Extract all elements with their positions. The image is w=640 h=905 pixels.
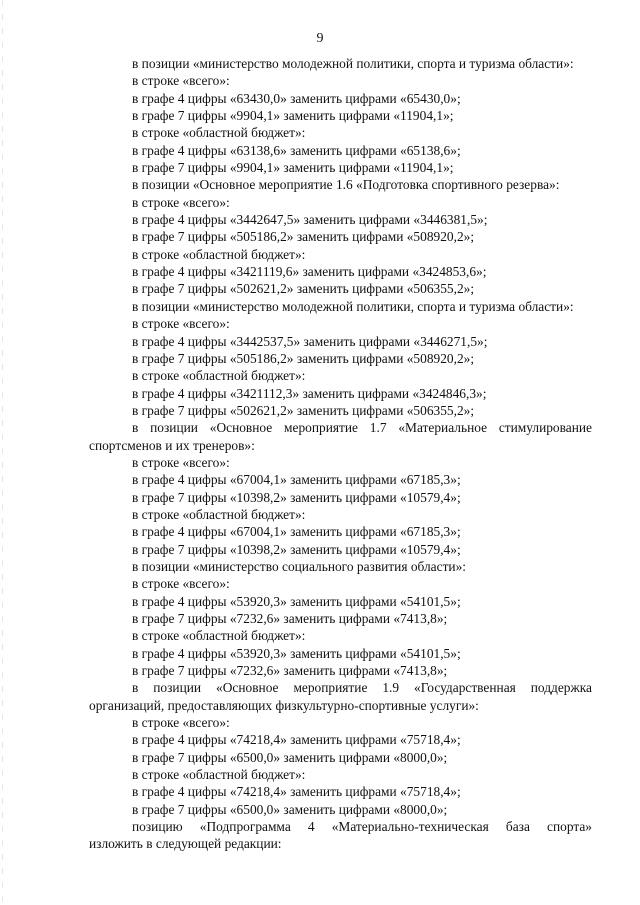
text-line: в графе 7 цифры «502621,2» заменить цифрами «506355,2»; bbox=[132, 402, 475, 418]
text-line: в графе 4 цифры «67004,1» заменить цифрами «67185,3»; bbox=[132, 524, 461, 540]
text-line: в позиции «Основное мероприятие 1.9 «Государственная поддержка bbox=[132, 680, 592, 696]
text-line: в графе 7 цифры «6500,0» заменить цифрами «8000,0»; bbox=[132, 801, 448, 817]
text-line: в графе 4 цифры «3442537,5» заменить цифрами «3446271,5»; bbox=[132, 333, 488, 349]
text-line: в графе 4 цифры «3442647,5» заменить цифрами «3446381,5»; bbox=[132, 212, 488, 228]
text-line: спортсменов и их тренеров»: bbox=[89, 437, 255, 453]
text-line: в строке «областной бюджет»: bbox=[132, 767, 306, 783]
text-line: в графе 7 цифры «9904,1» заменить цифрами «11904,1»; bbox=[132, 108, 454, 124]
text-line: в графе 4 цифры «67004,1» заменить цифрами «67185,3»; bbox=[132, 472, 461, 488]
text-line: в позиции «министерство молодежной политики, спорта и туризма области»: bbox=[132, 56, 574, 71]
text-line: в графе 4 цифры «74218,4» заменить цифрами «75718,4»; bbox=[132, 784, 461, 800]
text-line: в графе 4 цифры «74218,4» заменить цифрами «75718,4»; bbox=[132, 732, 461, 748]
text-line: в позиции «Основное мероприятие 1.6 «Подготовка спортивного резерва»: bbox=[132, 177, 560, 193]
text-line: в позиции «министерство молодежной политики, спорта и туризма области»: bbox=[132, 298, 574, 314]
text-line: в строке «всего»: bbox=[132, 715, 230, 731]
text-line: в строке «всего»: bbox=[132, 73, 230, 89]
text-line: в строке «всего»: bbox=[132, 576, 230, 592]
text-line: в позиции «министерство социального развития области»: bbox=[132, 558, 467, 574]
text-line: в графе 7 цифры «505186,2» заменить цифрами «508920,2»; bbox=[132, 229, 475, 245]
scan-edge-artifact bbox=[2, 0, 3, 905]
text-line: в строке «всего»: bbox=[132, 316, 230, 332]
text-line: в строке «областной бюджет»: bbox=[132, 246, 306, 262]
text-line: в графе 4 цифры «63430,0» заменить цифрами «65430,0»; bbox=[132, 90, 461, 106]
text-line: в строке «областной бюджет»: bbox=[132, 125, 306, 141]
text-line: изложить в следующей редакции: bbox=[89, 836, 282, 852]
text-line: в графе 7 цифры «10398,2» заменить цифрами «10579,4»; bbox=[132, 541, 461, 557]
text-line: позицию «Подпрограмма 4 «Материально-техническая база спорта» bbox=[132, 819, 592, 835]
text-line: в графе 4 цифры «53920,3» заменить цифрами «54101,5»; bbox=[132, 593, 461, 609]
text-line: в графе 4 цифры «63138,6» заменить цифрами «65138,6»; bbox=[132, 142, 461, 158]
text-line: в строке «областной бюджет»: bbox=[132, 368, 306, 384]
text-line: в графе 7 цифры «502621,2» заменить цифрами «506355,2»; bbox=[132, 281, 475, 297]
text-line: в графе 4 цифры «3421119,6» заменить цифрами «3424853,6»; bbox=[132, 264, 487, 280]
text-line: в строке «областной бюджет»: bbox=[132, 628, 306, 644]
text-line: в строке «всего»: bbox=[132, 194, 230, 210]
text-line: в позиции «Основное мероприятие 1.7 «Материальное стимулирование bbox=[132, 420, 592, 436]
document-body bbox=[89, 55, 592, 853]
text-line: в графе 4 цифры «53920,3» заменить цифрами «54101,5»; bbox=[132, 645, 461, 661]
page-number: 9 bbox=[316, 31, 324, 46]
text-line: в графе 7 цифры «6500,0» заменить цифрами «8000,0»; bbox=[132, 749, 448, 765]
text-line: в графе 7 цифры «7232,6» заменить цифрами «7413,8»; bbox=[132, 611, 448, 626]
text-line: в графе 4 цифры «3421112,3» заменить цифрами «3424846,3»; bbox=[132, 385, 487, 401]
text-line: в графе 7 цифры «7232,6» заменить цифрами «7413,8»; bbox=[132, 663, 448, 679]
text-line: в строке «областной бюджет»: bbox=[132, 506, 306, 522]
text-line: в строке «всего»: bbox=[132, 454, 230, 470]
text-line: организаций, предоставляющих физкультурно-спортивные услуги»: bbox=[89, 697, 479, 713]
text-line: в графе 7 цифры «10398,2» заменить цифрами «10579,4»; bbox=[132, 489, 461, 505]
text-line: в графе 7 цифры «9904,1» заменить цифрами «11904,1»; bbox=[132, 160, 454, 176]
text-line: в графе 7 цифры «505186,2» заменить цифрами «508920,2»; bbox=[132, 350, 475, 366]
